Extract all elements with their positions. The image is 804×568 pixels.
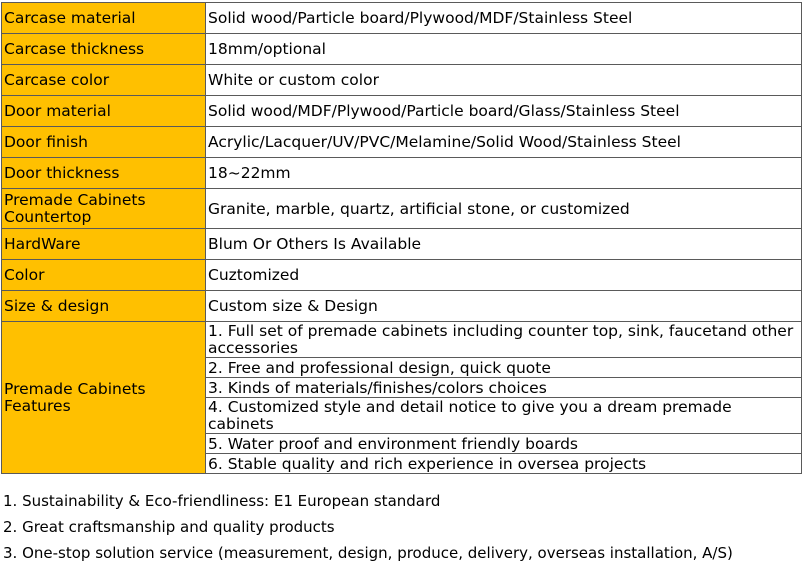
feature-item: 4. Customized style and detail notice to give you a dream premade cabinets bbox=[206, 398, 802, 434]
row-label: Size & design bbox=[2, 291, 206, 322]
feature-item: 2. Free and professional design, quick quote bbox=[206, 358, 802, 378]
table-row bbox=[2, 127, 802, 158]
feature-item: 6. Stable quality and rich experience in oversea projects bbox=[206, 454, 802, 474]
table-row bbox=[2, 322, 802, 358]
row-value: 18~22mm bbox=[206, 158, 802, 189]
features-label: Premade Cabinets Features bbox=[2, 322, 206, 474]
row-value: Solid wood/Particle board/Plywood/MDF/Stainless Steel bbox=[206, 3, 802, 34]
table-row bbox=[2, 3, 802, 34]
table-row bbox=[2, 34, 802, 65]
row-label: Door material bbox=[2, 96, 206, 127]
feature-item: 1. Full set of premade cabinets including counter top, sink, faucetand other accessories bbox=[206, 322, 802, 358]
row-value: Solid wood/MDF/Plywood/Particle board/Glass/Stainless Steel bbox=[206, 96, 802, 127]
row-value: Custom size & Design bbox=[206, 291, 802, 322]
row-value: Blum Or Others Is Available bbox=[206, 229, 802, 260]
row-label: Premade Cabinets Countertop bbox=[2, 189, 206, 229]
row-label: Door thickness bbox=[2, 158, 206, 189]
table-row bbox=[2, 291, 802, 322]
table-row bbox=[2, 229, 802, 260]
row-label: Carcase thickness bbox=[2, 34, 206, 65]
note-item: 1. Sustainability & Eco-friendliness: E1 European standard bbox=[3, 492, 441, 510]
specification-table bbox=[1, 2, 802, 474]
table-row bbox=[2, 158, 802, 189]
table-row bbox=[2, 65, 802, 96]
row-value: Acrylic/Lacquer/UV/PVC/Melamine/Solid Wood/Stainless Steel bbox=[206, 127, 802, 158]
note-item: 3. One-stop solution service (measurement, design, produce, delivery, overseas installation, A/S) bbox=[3, 544, 733, 562]
row-label: Door finish bbox=[2, 127, 206, 158]
row-value: Granite, marble, quartz, artificial stone, or customized bbox=[206, 189, 802, 229]
row-label: Color bbox=[2, 260, 206, 291]
table-row bbox=[2, 260, 802, 291]
feature-item: 3. Kinds of materials/finishes/colors choices bbox=[206, 378, 802, 398]
row-value: White or custom color bbox=[206, 65, 802, 96]
row-label: Carcase material bbox=[2, 3, 206, 34]
row-label: HardWare bbox=[2, 229, 206, 260]
notes-list bbox=[3, 488, 733, 566]
row-value: 18mm/optional bbox=[206, 34, 802, 65]
table-row bbox=[2, 96, 802, 127]
feature-item: 5. Water proof and environment friendly boards bbox=[206, 434, 802, 454]
note-item: 2. Great craftsmanship and quality products bbox=[3, 518, 335, 536]
row-label: Carcase color bbox=[2, 65, 206, 96]
table-row bbox=[2, 189, 802, 229]
row-value: Cuztomized bbox=[206, 260, 802, 291]
